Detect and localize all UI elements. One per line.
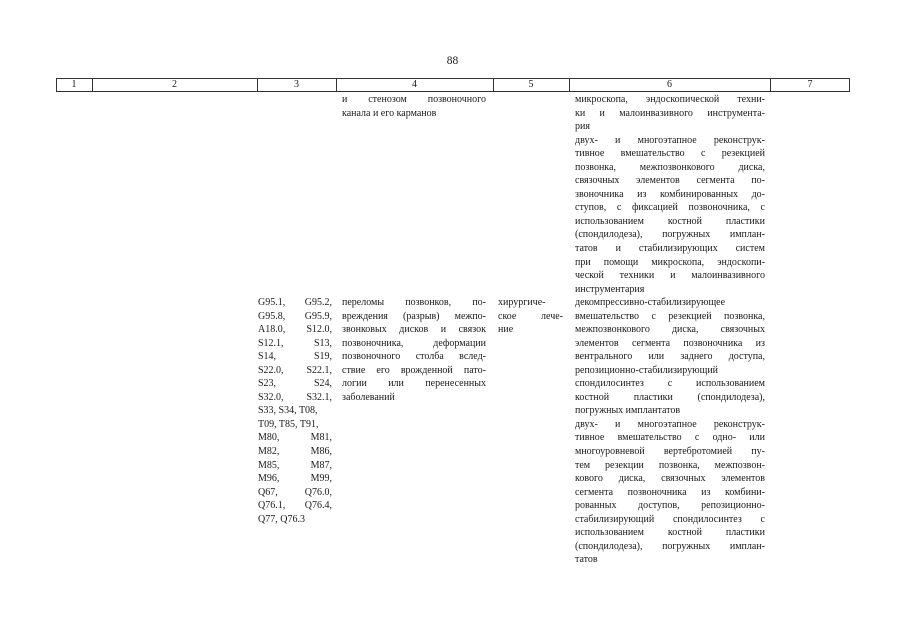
icd-code: M82, xyxy=(258,446,280,458)
text-line: заболеваний xyxy=(342,391,395,403)
text-line: связочных элементов сегмента по- xyxy=(575,175,765,187)
text-line: татов xyxy=(575,554,598,566)
text-line: использованием костной пластики xyxy=(575,215,765,227)
text-line: двух- и многоэтапное реконструк- xyxy=(575,134,765,146)
row1-disease-cell xyxy=(342,93,486,120)
icd-code: G95.1, xyxy=(258,297,286,308)
icd-code: M85, xyxy=(258,459,280,471)
icd-code: S33, S34, T08, xyxy=(258,405,318,417)
row2-icd-codes-cell xyxy=(258,296,332,526)
text-line: вмешательство с резекцией позвонка, xyxy=(575,310,765,322)
text-line: стабилизирующий спондилосинтез с xyxy=(575,513,765,525)
text-line: костной пластики (спондилодеза), xyxy=(575,391,765,403)
icd-code: S19, xyxy=(313,351,332,363)
text-line: и стенозом позвоночного xyxy=(342,94,486,105)
icd-code: T09, T85, T91, xyxy=(258,418,319,430)
column-divider-3 xyxy=(336,78,337,92)
text-line: позвоночного столба вслед- xyxy=(342,351,486,363)
text-line: тивное вмешательство с резекцией xyxy=(575,148,765,160)
text-line: репозиционно-стабилизирующий xyxy=(575,364,719,376)
text-line: позвоночника, деформации xyxy=(342,337,486,349)
code-line xyxy=(258,377,332,391)
code-line xyxy=(258,459,332,473)
code-line xyxy=(258,499,332,513)
page-number: 88 xyxy=(446,55,459,67)
icd-code: G95.8, xyxy=(258,310,286,322)
text-line: декомпрессивно-стабилизирующее xyxy=(575,297,726,308)
code-line xyxy=(258,404,332,418)
code-line xyxy=(258,472,332,486)
text-line: погружных имплантатов xyxy=(575,405,681,417)
text-line: (спондилодеза), погружных имплан- xyxy=(575,540,765,552)
icd-code: S22.0, xyxy=(258,364,284,376)
code-line xyxy=(258,337,332,351)
text-line: звонковых дисков и связок xyxy=(342,324,486,336)
text-line: татов и стабилизирующих систем xyxy=(575,243,765,255)
icd-code: M96, xyxy=(258,473,280,485)
text-line: вреждения (разрыв) межпо- xyxy=(342,310,486,322)
row2-disease-cell xyxy=(342,296,486,404)
code-line xyxy=(258,323,332,337)
column-number-7: 7 xyxy=(807,79,813,90)
text-line: логии или перенесенных xyxy=(342,378,486,390)
icd-code: S32.0, xyxy=(258,391,284,403)
text-line: ние xyxy=(498,324,514,336)
column-number-6: 6 xyxy=(667,79,672,90)
text-line: ки и малоинвазивного инструмента- xyxy=(575,107,765,119)
icd-code: M80, xyxy=(258,432,280,444)
text-line: инструментария xyxy=(575,283,645,295)
text-line: переломы позвонков, по- xyxy=(342,297,486,308)
text-line: сегмента позвоночника из комбини- xyxy=(575,486,765,498)
text-line: хирургиче- xyxy=(498,297,546,308)
code-line xyxy=(258,418,332,432)
column-number-5: 5 xyxy=(528,79,534,90)
icd-code: M99, xyxy=(310,473,332,485)
column-number-3: 3 xyxy=(294,79,299,90)
icd-code: S12.0, xyxy=(306,324,332,336)
text-line: тивное вмешательство с одно- или xyxy=(575,432,765,444)
icd-code: S32.1, xyxy=(306,391,332,403)
column-divider-4 xyxy=(493,78,494,92)
column-number-2: 2 xyxy=(172,79,177,90)
text-line: ступов, с фиксацией позвоночника, с xyxy=(575,202,765,214)
text-line: межпозвонкового диска, связочных xyxy=(575,324,765,336)
icd-code: G95.2, xyxy=(304,297,332,308)
column-number-1: 1 xyxy=(71,79,77,90)
row1-method-cell xyxy=(575,93,765,296)
icd-code: Q76.4, xyxy=(304,500,332,512)
text-line: двух- и многоэтапное реконструк- xyxy=(575,418,765,430)
text-line: при помощи микроскопа, эндоскопи- xyxy=(575,256,765,268)
code-line xyxy=(258,310,332,324)
text-line: рованных доступов, репозиционно- xyxy=(575,500,765,512)
icd-code: S23, xyxy=(258,378,277,390)
text-line: (спондилодеза), погружных имплан- xyxy=(575,229,765,241)
code-line xyxy=(258,513,332,527)
text-line: микроскопа, эндоскопической техни- xyxy=(575,94,765,105)
code-line xyxy=(258,431,332,445)
icd-code: S24, xyxy=(313,378,332,390)
row2-treatment-type-cell xyxy=(498,296,563,337)
text-line: ское лече- xyxy=(498,310,563,322)
text-line: элементов сегмента позвоночника из xyxy=(575,337,765,349)
code-line xyxy=(258,364,332,378)
code-line xyxy=(258,445,332,459)
text-line: рия xyxy=(575,121,590,133)
icd-code: Q67, xyxy=(258,486,278,498)
text-line: звоночника из комбинированных до- xyxy=(575,188,765,200)
icd-code: A18.0, xyxy=(258,324,286,336)
table-border-right xyxy=(849,78,850,92)
column-divider-5 xyxy=(569,78,570,92)
text-line: позвонка, межпозвонкового диска, xyxy=(575,161,765,173)
icd-code: S22.1, xyxy=(306,364,332,376)
text-line: вентрального или заднего доступа, xyxy=(575,351,765,363)
text-line: ствие его врожденной пато- xyxy=(342,364,486,376)
icd-code: G95.9, xyxy=(304,310,332,322)
icd-code: Q76.1, xyxy=(258,500,286,512)
column-number-row xyxy=(56,78,850,92)
text-line: использованием костной пластики xyxy=(575,527,765,539)
icd-code: M81, xyxy=(310,432,332,444)
table-border-left xyxy=(56,78,57,92)
code-line xyxy=(258,350,332,364)
column-divider-6 xyxy=(770,78,771,92)
icd-code: M87, xyxy=(310,459,332,471)
code-line xyxy=(258,296,332,310)
icd-code: Q76.0, xyxy=(304,486,332,498)
column-number-4: 4 xyxy=(412,79,417,90)
code-line xyxy=(258,486,332,500)
row2-method-cell xyxy=(575,296,765,567)
text-line: кового диска, связочных элементов xyxy=(575,473,765,485)
text-line: тем резекции позвонка, межпозвон- xyxy=(575,459,765,471)
text-line: ческой техники и малоинвазивного xyxy=(575,270,765,282)
icd-code: Q77, Q76.3 xyxy=(258,513,305,525)
column-divider-1 xyxy=(92,78,93,92)
code-line xyxy=(258,391,332,405)
column-divider-2 xyxy=(257,78,258,92)
icd-code: S13, xyxy=(313,337,332,349)
text-line: многоуровневой вертебротомией пу- xyxy=(575,446,765,458)
text-line: канала и его карманов xyxy=(342,107,437,119)
icd-code: M86, xyxy=(310,446,332,458)
text-line: спондилосинтез с использованием xyxy=(575,378,765,390)
icd-code: S12.1, xyxy=(258,337,284,349)
icd-code: S14, xyxy=(258,351,277,363)
